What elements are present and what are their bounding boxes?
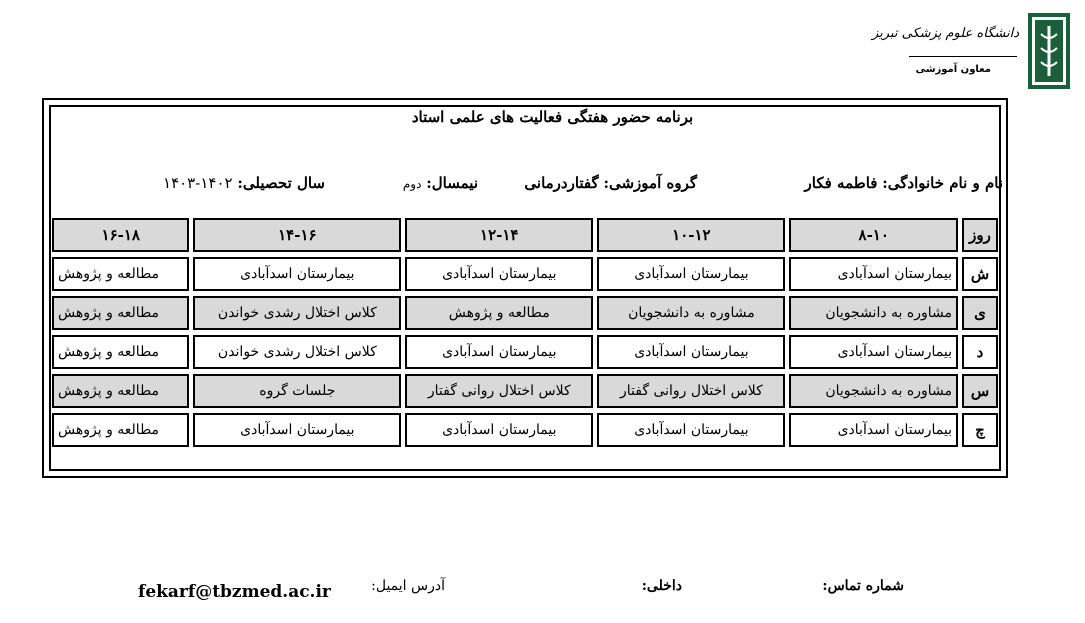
year-label: سال تحصیلی:	[237, 174, 325, 192]
table-cell: کلاس اختلال رشدی خواندن	[193, 335, 401, 369]
table-cell: کلاس اختلال رشدی خواندن	[193, 296, 401, 330]
table-cell: بیمارستان اسدآبادی	[405, 257, 593, 291]
table-row	[52, 374, 998, 408]
table-cell: مطالعه و پژوهش	[52, 296, 189, 330]
day-cell: س	[962, 374, 998, 408]
department	[524, 174, 697, 192]
table-cell: مطالعه و پژوهش	[52, 374, 189, 408]
email-label: آدرس ایمیل:	[371, 578, 445, 594]
header-slot-2: ۱۰-۱۲	[597, 218, 785, 252]
table-cell: مشاوره به دانشجویان	[597, 296, 785, 330]
table-cell: بیمارستان اسدآبادی	[405, 335, 593, 369]
page-title: برنامه حضور هفتگی فعالیت های علمی استاد	[411, 108, 694, 126]
group-value: گفتاردرمانی	[524, 174, 599, 192]
table-cell: مشاوره به دانشجویان	[789, 374, 958, 408]
table-cell: مطالعه و پژوهش	[52, 257, 189, 291]
phone-label: شماره تماس:	[822, 578, 904, 594]
header-slot-5: ۱۶-۱۸	[52, 218, 189, 252]
name-value: فاطمه فکار	[804, 174, 878, 192]
table-header-row	[52, 218, 998, 252]
emblem-icon	[1027, 12, 1071, 90]
table-row	[52, 413, 998, 447]
name-label: نام و نام خانوادگی:	[882, 174, 1003, 192]
table-cell: بیمارستان اسدآبادی	[789, 335, 958, 369]
extension-label: داخلی:	[641, 578, 682, 594]
table-cell: بیمارستان اسدآبادی	[597, 335, 785, 369]
table-cell: بیمارستان اسدآبادی	[789, 257, 958, 291]
weekly-schedule-table	[48, 213, 1002, 452]
instructor-name	[805, 174, 1003, 192]
header-slot-3: ۱۲-۱۴	[405, 218, 593, 252]
table-cell: بیمارستان اسدآبادی	[597, 257, 785, 291]
table-cell: بیمارستان اسدآبادی	[193, 413, 401, 447]
table-cell: بیمارستان اسدآبادی	[193, 257, 401, 291]
day-cell: ی	[962, 296, 998, 330]
table-cell: کلاس اختلال روانی گفتار	[405, 374, 593, 408]
table-cell: مطالعه و پژوهش	[52, 335, 189, 369]
table-cell: بیمارستان اسدآبادی	[597, 413, 785, 447]
header-slot-4: ۱۴-۱۶	[193, 218, 401, 252]
day-cell: ش	[962, 257, 998, 291]
day-cell: د	[962, 335, 998, 369]
logo-title: دانشگاه علوم پزشکی تبریز	[872, 26, 1019, 41]
table-cell: بیمارستان اسدآبادی	[405, 413, 593, 447]
table-row	[52, 257, 998, 291]
table-row	[52, 335, 998, 369]
logo-divider	[909, 56, 1017, 57]
header-slot-1: ۸-۱۰	[789, 218, 958, 252]
year-value: ۱۴۰۲-۱۴۰۳	[163, 174, 233, 192]
table-cell: مشاوره به دانشجویان	[789, 296, 958, 330]
table-cell: مطالعه و پژوهش	[52, 413, 189, 447]
table-cell: بیمارستان اسدآبادی	[789, 413, 958, 447]
table-cell: جلسات گروه	[193, 374, 401, 408]
table-cell: کلاس اختلال روانی گفتار	[597, 374, 785, 408]
table-row	[52, 296, 998, 330]
university-logo	[872, 12, 1071, 92]
day-cell: چ	[962, 413, 998, 447]
group-label: گروه آموزشی:	[603, 174, 697, 192]
term-value: دوم	[402, 177, 422, 191]
table-cell: مطالعه و پژوهش	[405, 296, 593, 330]
academic-year	[163, 174, 325, 192]
header-day: روز	[962, 218, 998, 252]
logo-subtitle: معاون آموزشی	[915, 64, 991, 75]
semester	[403, 174, 478, 192]
email-address: fekarf@tbzmed.ac.ir	[138, 582, 331, 602]
term-label: نیمسال:	[426, 174, 478, 192]
